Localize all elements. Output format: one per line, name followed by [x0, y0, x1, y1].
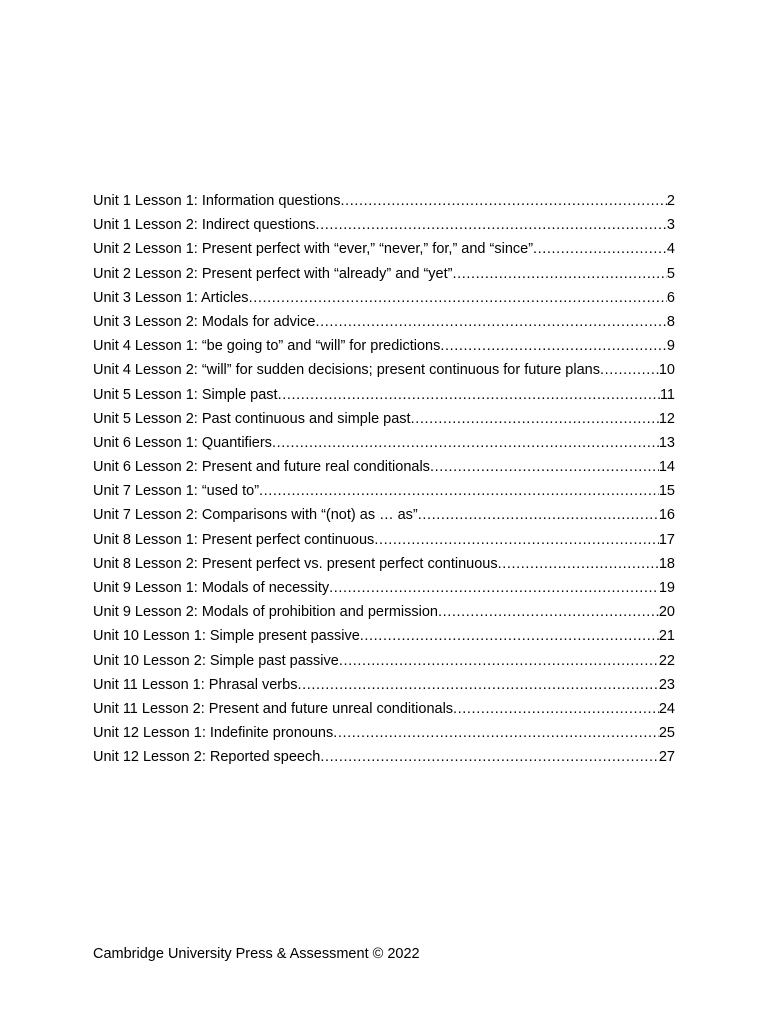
toc-entry-title: Unit 10 Lesson 2: Simple past passive [93, 652, 339, 669]
toc-entry-title: Unit 9 Lesson 2: Modals of prohibition and permission [93, 604, 438, 621]
toc-entry-title: Unit 6 Lesson 1: Quantifiers [93, 434, 272, 451]
toc-entry-title: Unit 3 Lesson 1: Articles [93, 289, 249, 306]
toc-entry-title: Unit 2 Lesson 2: Present perfect with “already” and “yet” [93, 265, 453, 282]
toc-entry-title: Unit 6 Lesson 2: Present and future real conditionals [93, 459, 430, 476]
toc-entry-title: Unit 7 Lesson 2: Comparisons with “(not) as … as” [93, 507, 418, 524]
toc-entry-title: Unit 4 Lesson 1: “be going to” and “will” for predictions [93, 338, 441, 355]
toc-entry[interactable] [93, 383, 675, 407]
toc-entry-page: 9 [666, 338, 675, 355]
toc-entry-title: Unit 9 Lesson 1: Modals of necessity [93, 580, 330, 596]
toc-entry[interactable] [93, 576, 675, 600]
toc-dot-leader [452, 262, 666, 286]
toc-dot-leader [329, 576, 659, 600]
toc-entry-title: Unit 12 Lesson 1: Indefinite pronouns [93, 725, 334, 742]
toc-entry[interactable] [93, 213, 675, 237]
toc-dot-leader [360, 624, 659, 648]
toc-entry[interactable] [93, 237, 675, 261]
toc-dot-leader [315, 310, 666, 334]
toc-entry[interactable] [93, 673, 675, 697]
toc-dot-leader [339, 649, 659, 673]
toc-entry-page: 21 [658, 628, 675, 645]
toc-dot-leader [533, 237, 667, 261]
toc-entry[interactable] [93, 721, 675, 745]
toc-dot-leader [340, 189, 666, 213]
toc-entry-title: Unit 3 Lesson 2: Modals for advice [93, 313, 316, 330]
toc-entry[interactable] [93, 503, 675, 527]
toc-dot-leader [333, 721, 659, 745]
toc-entry-page: 2 [666, 193, 675, 209]
toc-entry-page: 17 [658, 531, 675, 548]
table-of-contents [93, 189, 675, 770]
toc-dot-leader [259, 479, 659, 503]
toc-entry-page: 5 [666, 265, 675, 282]
toc-entry-page: 18 [658, 555, 675, 572]
toc-entry[interactable] [93, 479, 675, 503]
toc-entry-page: 8 [666, 313, 675, 330]
toc-entry-page: 3 [666, 217, 675, 234]
toc-entry-page: 12 [658, 410, 675, 427]
toc-entry-title: Unit 4 Lesson 2: “will” for sudden decisions; present continuous for future plans [93, 362, 600, 379]
toc-entry-page: 14 [658, 459, 675, 476]
toc-dot-leader [320, 745, 659, 769]
toc-entry-page: 11 [659, 386, 675, 403]
toc-entry[interactable] [93, 697, 675, 721]
toc-dot-leader [315, 213, 666, 237]
toc-dot-leader [438, 600, 659, 624]
toc-entry-page: 24 [658, 700, 675, 717]
toc-dot-leader [430, 455, 659, 479]
toc-entry[interactable] [93, 310, 675, 334]
toc-entry-title: Unit 5 Lesson 2: Past continuous and simple past [93, 410, 411, 427]
toc-entry[interactable] [93, 431, 675, 455]
toc-entry-title: Unit 12 Lesson 2: Reported speech [93, 749, 321, 766]
toc-entry[interactable] [93, 262, 675, 286]
toc-entry-page: 22 [658, 652, 675, 669]
toc-entry-title: Unit 7 Lesson 1: “used to” [93, 483, 260, 500]
toc-entry-page: 6 [666, 289, 675, 306]
toc-dot-leader [249, 286, 667, 310]
toc-entry[interactable] [93, 334, 675, 358]
toc-entry-page: 25 [658, 725, 675, 742]
copyright-footer: Cambridge University Press & Assessment © 2022 [93, 946, 420, 962]
toc-entry[interactable] [93, 358, 675, 382]
toc-entry[interactable] [93, 649, 675, 673]
toc-dot-leader [453, 697, 659, 721]
toc-dot-leader [440, 334, 667, 358]
toc-entry-title: Unit 2 Lesson 1: Present perfect with “ever,” “never,” for,” and “since” [93, 241, 534, 258]
toc-entry[interactable] [93, 455, 675, 479]
toc-dot-leader [418, 503, 659, 527]
toc-entry[interactable] [93, 189, 675, 213]
toc-dot-leader [374, 528, 659, 552]
toc-entry-page: 15 [658, 483, 675, 500]
toc-entry-page: 20 [658, 604, 675, 621]
toc-dot-leader [278, 383, 660, 407]
toc-dot-leader [272, 431, 659, 455]
toc-entry-title: Unit 8 Lesson 1: Present perfect continuous [93, 531, 375, 548]
toc-entry-title: Unit 1 Lesson 1: Information questions [93, 193, 341, 209]
toc-entry[interactable] [93, 624, 675, 648]
toc-entry-title: Unit 11 Lesson 2: Present and future unreal conditionals [93, 700, 454, 717]
toc-entry-page: 19 [658, 580, 675, 596]
toc-entry[interactable] [93, 745, 675, 769]
toc-entry[interactable] [93, 286, 675, 310]
toc-entry-title: Unit 8 Lesson 2: Present perfect vs. present perfect continuous [93, 555, 498, 572]
toc-entry-page: 13 [658, 434, 675, 451]
toc-entry-page: 16 [658, 507, 675, 524]
toc-entry-title: Unit 5 Lesson 1: Simple past [93, 386, 278, 403]
toc-dot-leader [297, 673, 658, 697]
toc-entry[interactable] [93, 552, 675, 576]
toc-entry[interactable] [93, 407, 675, 431]
toc-entry-page: 10 [658, 362, 675, 379]
toc-entry[interactable] [93, 600, 675, 624]
toc-entry-title: Unit 10 Lesson 1: Simple present passive [93, 628, 360, 645]
toc-dot-leader [600, 358, 659, 382]
toc-dot-leader [411, 407, 659, 431]
toc-entry[interactable] [93, 528, 675, 552]
toc-entry-page: 23 [658, 676, 675, 693]
toc-entry-page: 27 [658, 749, 675, 766]
toc-entry-title: Unit 1 Lesson 2: Indirect questions [93, 217, 316, 234]
toc-entry-title: Unit 11 Lesson 1: Phrasal verbs [93, 676, 298, 693]
toc-dot-leader [498, 552, 659, 576]
toc-entry-page: 4 [666, 241, 675, 258]
